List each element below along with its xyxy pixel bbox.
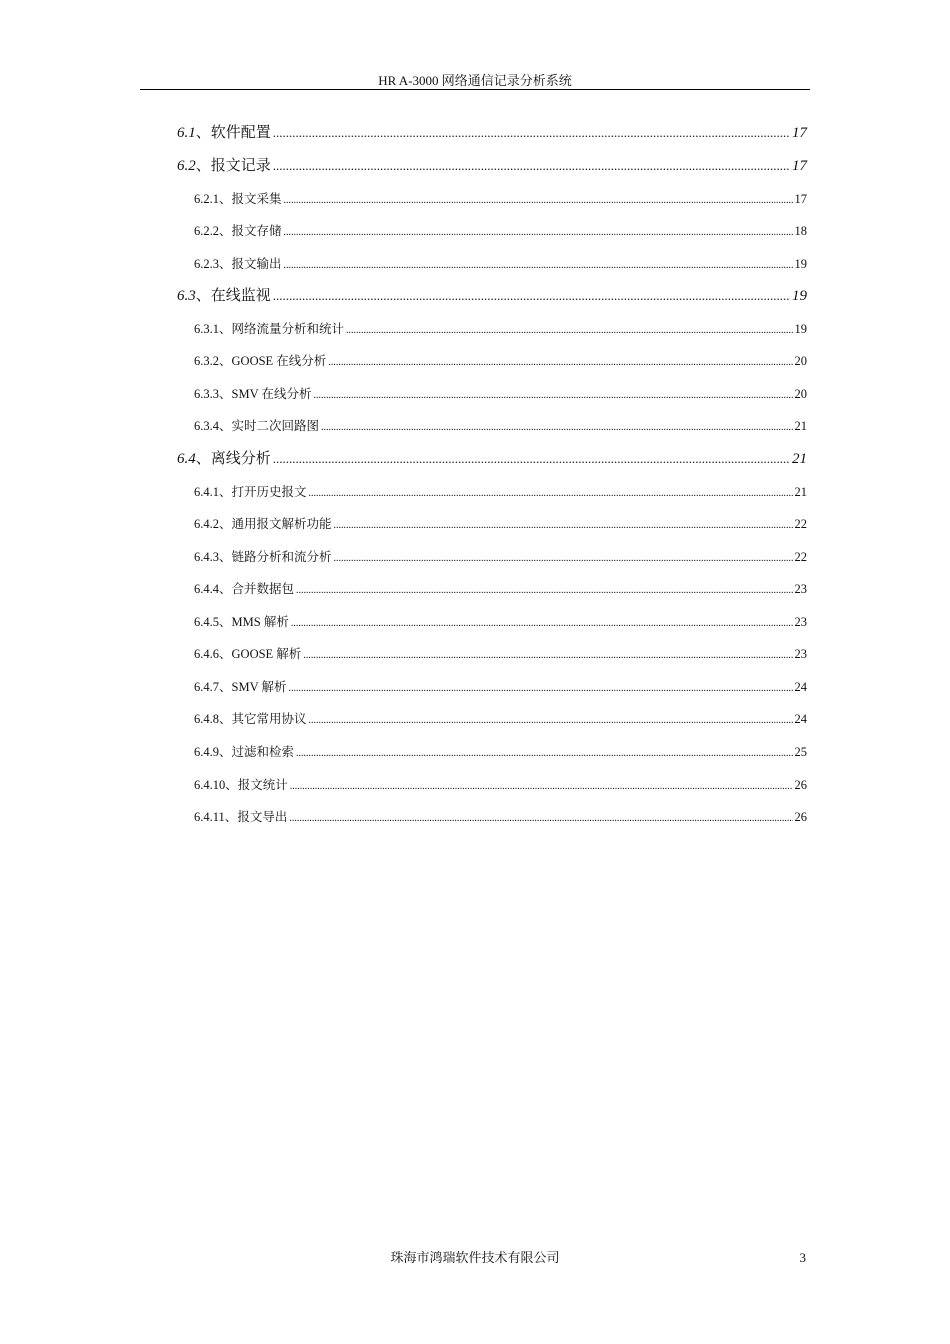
toc-entry-title: 报文输出	[231, 257, 282, 271]
toc-entry-number: 6.2.3	[194, 257, 219, 271]
toc-entry-separator: 、	[219, 257, 232, 271]
toc-entry[interactable]	[194, 776, 807, 794]
toc-entry-separator: 、	[219, 712, 232, 726]
toc-entry-separator: 、	[219, 615, 232, 629]
toc-dot-leader	[273, 448, 790, 470]
toc-dot-leader	[289, 678, 793, 698]
toc-dot-leader	[296, 743, 792, 763]
toc-entry[interactable]	[194, 320, 807, 338]
toc-entry-page: 22	[794, 517, 807, 531]
toc-entry-number: 6.3.1	[194, 322, 219, 336]
toc-entry[interactable]	[194, 190, 807, 208]
toc-entry-title: 离线分析	[210, 451, 271, 467]
toc-entry-page: 21	[794, 419, 807, 433]
toc-entry-separator: 、	[195, 158, 211, 174]
toc-entry-number: 6.4.2	[194, 517, 219, 531]
toc-entry-separator: 、	[195, 451, 211, 467]
toc-entry-title: MMS 解析	[231, 615, 289, 629]
toc-entry[interactable]	[177, 122, 807, 144]
toc-entry-page: 22	[794, 550, 807, 564]
toc-entry-number: 6.1	[177, 125, 196, 141]
toc-entry-number: 6.4.5	[194, 615, 219, 629]
toc-entry[interactable]	[194, 808, 807, 826]
toc-entry-number: 6.2.1	[194, 192, 219, 206]
toc-entry-page: 23	[794, 615, 807, 629]
toc-dot-leader	[284, 222, 793, 242]
toc-entry[interactable]	[194, 352, 807, 370]
toc-dot-leader	[273, 122, 790, 144]
toc-entry-page: 26	[794, 778, 807, 792]
toc-entry-page: 24	[794, 712, 807, 726]
toc-entry-separator: 、	[219, 680, 232, 694]
toc-entry[interactable]	[194, 417, 807, 435]
toc-entry-separator: 、	[219, 582, 232, 596]
toc-entry-title: 报文统计	[237, 778, 288, 792]
toc-entry-title: 链路分析和流分析	[231, 550, 332, 564]
toc-entry-separator: 、	[219, 517, 232, 531]
toc-entry-page: 23	[794, 647, 807, 661]
toc-entry-title: 通用报文解析功能	[231, 517, 332, 531]
page-header-title: HR A-3000 网络通信记录分析系统	[378, 73, 572, 88]
toc-entry-separator: 、	[195, 125, 211, 141]
footer-company-name: 珠海市鸿瑞软件技术有限公司	[390, 1250, 560, 1265]
toc-entry-page: 17	[792, 158, 807, 174]
toc-dot-leader	[273, 285, 790, 307]
toc-entry-page: 19	[794, 322, 807, 336]
toc-entry[interactable]	[194, 613, 807, 631]
toc-entry-title: GOOSE 解析	[231, 647, 302, 661]
toc-entry-separator: 、	[219, 419, 232, 433]
toc-entry-number: 6.3.3	[194, 387, 219, 401]
toc-entry-title: 报文存储	[231, 224, 282, 238]
toc-entry-separator: 、	[219, 224, 232, 238]
toc-entry-title: GOOSE 在线分析	[231, 354, 327, 368]
toc-dot-leader	[334, 548, 793, 568]
toc-entry-title: 实时二次回路图	[231, 419, 320, 433]
toc-entry-title: 打开历史报文	[231, 485, 307, 499]
toc-entry[interactable]	[177, 155, 807, 177]
toc-entry-number: 6.4.4	[194, 582, 219, 596]
toc-entry-title: 报文采集	[231, 192, 282, 206]
toc-entry-separator: 、	[219, 550, 232, 564]
toc-entry-number: 6.4.11	[194, 810, 225, 824]
toc-dot-leader	[346, 320, 792, 340]
toc-entry-number: 6.4.8	[194, 712, 219, 726]
toc-entry-title: SMV 解析	[231, 680, 287, 694]
toc-entry-separator: 、	[195, 288, 211, 304]
toc-entry-separator: 、	[219, 647, 232, 661]
toc-dot-leader	[309, 483, 793, 503]
toc-entry-separator: 、	[225, 778, 238, 792]
toc-entry-separator: 、	[224, 810, 238, 824]
toc-entry-page: 21	[794, 485, 807, 499]
toc-entry-page: 23	[794, 582, 807, 596]
toc-entry-title: 在线监视	[210, 288, 271, 304]
toc-dot-leader	[291, 613, 793, 633]
toc-entry-title: 网络流量分析和统计	[231, 322, 345, 336]
footer-page-number: 3	[799, 1250, 806, 1265]
toc-dot-leader	[314, 385, 793, 405]
toc-entry[interactable]	[177, 448, 807, 470]
toc-dot-leader	[321, 417, 792, 437]
toc-entry[interactable]	[194, 743, 807, 761]
toc-entry-separator: 、	[219, 354, 232, 368]
toc-entry[interactable]	[194, 222, 807, 240]
toc-entry-page: 24	[794, 680, 807, 694]
toc-dot-leader	[284, 255, 793, 275]
toc-dot-leader	[303, 645, 792, 665]
toc-entry-number: 6.4.6	[194, 647, 219, 661]
header-divider	[140, 89, 810, 90]
toc-entry[interactable]	[194, 385, 807, 403]
toc-entry-number: 6.4.3	[194, 550, 219, 564]
toc-entry-number: 6.3	[177, 288, 196, 304]
toc-entry-separator: 、	[219, 322, 232, 336]
toc-dot-leader	[284, 190, 793, 210]
toc-entry[interactable]	[194, 580, 807, 598]
toc-entry[interactable]	[177, 285, 807, 307]
toc-entry-page: 19	[794, 257, 807, 271]
toc-entry-title: 过滤和检索	[231, 745, 295, 759]
toc-entry-page: 26	[794, 810, 807, 824]
toc-entry-page: 17	[792, 125, 807, 141]
toc-entry[interactable]	[194, 515, 807, 533]
toc-entry-number: 6.3.2	[194, 354, 219, 368]
toc-entry-number: 6.4.9	[194, 745, 219, 759]
toc-entry-separator: 、	[219, 192, 232, 206]
toc-entry-number: 6.4.1	[194, 485, 219, 499]
page-footer	[140, 1249, 810, 1267]
toc-entry[interactable]	[194, 548, 807, 566]
toc-entry-title: 软件配置	[210, 125, 271, 141]
toc-entry-number: 6.2.2	[194, 224, 219, 238]
toc-entry-page: 25	[794, 745, 807, 759]
toc-dot-leader	[296, 580, 792, 600]
toc-entry-page: 21	[792, 451, 807, 467]
toc-entry-page: 20	[794, 354, 807, 368]
toc-entry-title: SMV 在线分析	[231, 387, 312, 401]
toc-entry[interactable]	[194, 483, 807, 501]
toc-dot-leader	[290, 776, 793, 796]
toc-entry-number: 6.3.4	[194, 419, 219, 433]
toc-entry-separator: 、	[219, 745, 232, 759]
toc-entry-separator: 、	[219, 485, 232, 499]
toc-dot-leader	[289, 808, 792, 828]
toc-dot-leader	[328, 352, 792, 372]
toc-entry[interactable]	[194, 255, 807, 273]
toc-entry[interactable]	[194, 678, 807, 696]
toc-entry-page: 18	[794, 224, 807, 238]
toc-entry-number: 6.4.10	[194, 778, 226, 792]
toc-entry-page: 17	[794, 192, 807, 206]
toc-dot-leader	[309, 710, 793, 730]
toc-entry[interactable]	[194, 710, 807, 728]
toc-entry-number: 6.2	[177, 158, 196, 174]
toc-entry-number: 6.4	[177, 451, 196, 467]
toc-entry-title: 报文导出	[237, 810, 288, 824]
toc-entry-separator: 、	[219, 387, 232, 401]
toc-entry-page: 19	[792, 288, 807, 304]
toc-entry-title: 合并数据包	[231, 582, 295, 596]
toc-entry-title: 报文记录	[210, 158, 271, 174]
toc-dot-leader	[334, 515, 793, 535]
toc-entry-page: 20	[794, 387, 807, 401]
toc-entry-title: 其它常用协议	[231, 712, 307, 726]
toc-entry-number: 6.4.7	[194, 680, 219, 694]
toc-entry[interactable]	[194, 645, 807, 663]
toc-dot-leader	[273, 155, 790, 177]
